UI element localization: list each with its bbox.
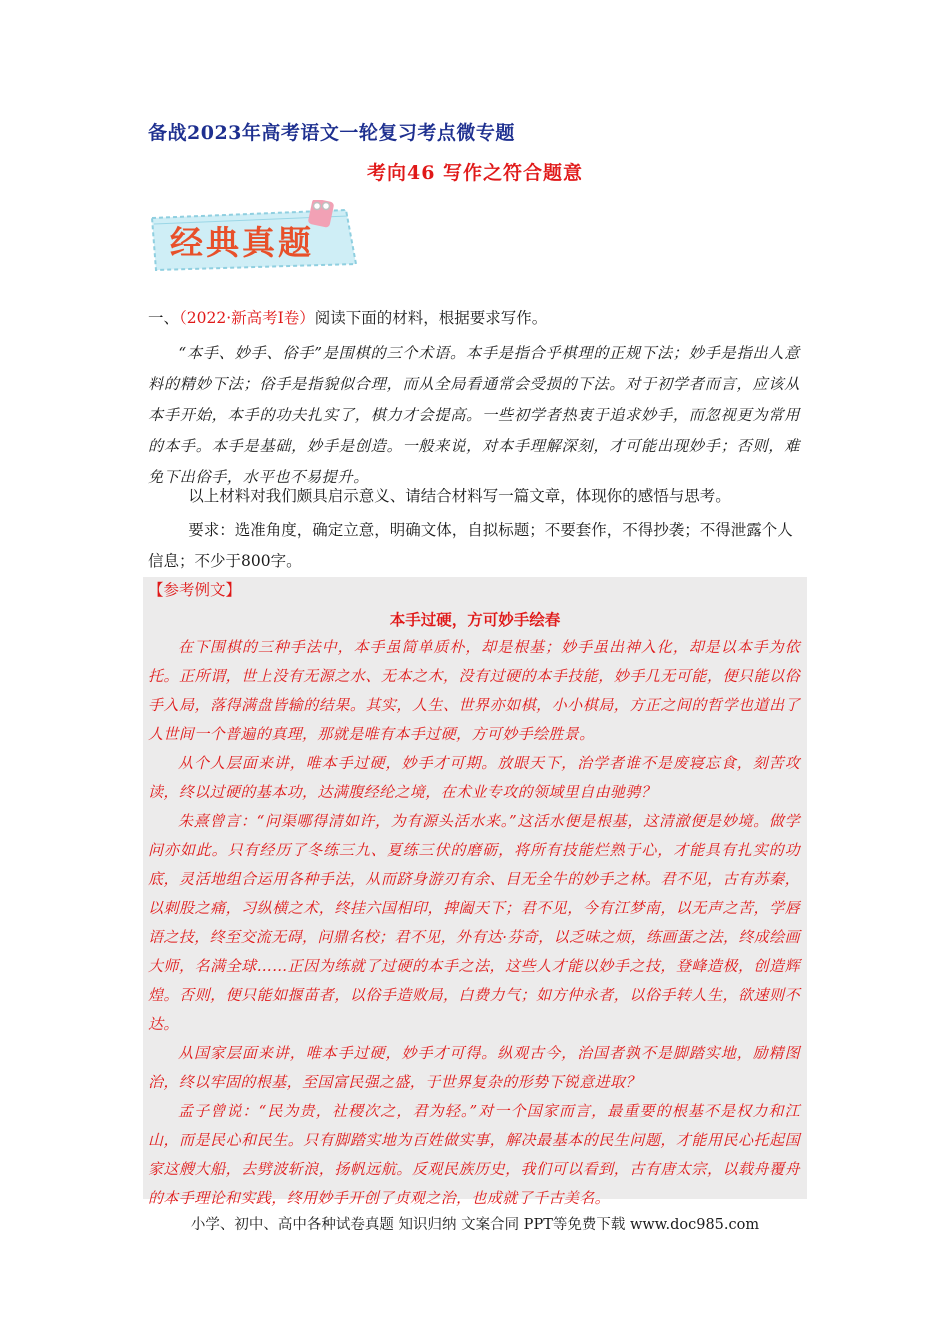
instruction-text: 以上材料对我们颇具启示意义、请结合材料写一篇文章，体现你的感悟与思考。 [188, 487, 731, 505]
question-prompt: 阅读下面的材料，根据要求写作。 [314, 309, 548, 327]
essay-title: 本手过硬，方可妙手绘春 [389, 610, 561, 629]
badge-label: 经典真题 [170, 223, 314, 262]
essay-paragraph: 从个人层面来讲，唯本手过硬，妙手才可期。放眼天下，治学者谁不是废寝忘食，刻苦攻读，终以过硬的基本功，达满腹经纶之境，在术业专攻的领域里自由驰骋？ [148, 754, 800, 801]
reference-label: 【参考例文】 [148, 581, 242, 599]
question-line [148, 303, 798, 333]
essay-paragraph: 从国家层面来讲，唯本手过硬，妙手才可得。纵观古今，治国者孰不是脚踏实地，励精图治，终以牢固的根基，至国富民强之盛，于世界复杂的形势下锐意进取？ [148, 1044, 800, 1091]
topic-title: 考向46 写作之符合题意 [366, 162, 584, 184]
question-number: 一、 [148, 309, 180, 327]
essay-paragraph: 孟子曾说：“民为贵，社稷次之，君为轻。”对一个国家而言，最重要的根基不是权力和江山，而是民心和民生。只有脚踏实地为百姓做实事，解决最基本的民生问题，才能用民心托起国家这艘大船，去劈波斩浪，扬帆远航。反观民族历史，我们可以看到，古有唐太宗，以载舟覆舟的本手理论和实践，终用妙手开创了贞观之治，也成就了千古美名。 [148, 1102, 800, 1207]
material-text: “本手、妙手、俗手”是围棋的三个术语。本手是指合乎棋理的正规下法；妙手是指出人意料的精妙下法；俗手是指貌似合理，而从全局看通常会受损的下法。对于初学者而言，应该从本手开始，本手的功夫扎实了，棋力才会提高。一些初学者热衷于追求妙手，而忽视更为常用的本手。本手是基础，妙手是创造。一般来说，对本手理解深刻，才可能出现妙手；否则，难免下出俗手，水平也不易提升。 [148, 344, 800, 486]
requirements-text: 要求：选准角度，确定立意，明确文体，自拟标题；不要套作，不得抄袭；不得泄露个人信息；不少于800字。 [148, 521, 793, 570]
essay-paragraph: 在下围棋的三种手法中，本手虽简单质朴，却是根基；妙手虽出神入化，却是以本手为依托。正所谓，世上没有无源之水、无本之木，没有过硬的本手技能，妙手几无可能，便只能以俗手入局，落得满盘皆输的结果。其实，人生、世界亦如棋，小小棋局，方正之间的哲学也道出了人世间一个普遍的真理，那就是唯有本手过硬，方可妙手绘胜景。 [148, 638, 800, 743]
series-title: 备战2023年高考语文一轮复习考点微专题 [148, 122, 515, 144]
question-source: （2022·新高考I卷） [179, 309, 315, 327]
badge-graphic [148, 200, 363, 274]
essay-body [148, 633, 800, 1213]
classic-questions-badge [148, 200, 363, 274]
footer-text: 小学、初中、高中各种试卷真题 知识归纳 文案合同 PPT等免费下载 www.doc985.com [190, 1217, 760, 1233]
essay-paragraph: 朱熹曾言：“问渠哪得清如许，为有源头活水来。”这活水便是根基，这清澈便是妙境。做学问亦如此。只有经历了冬练三九、夏练三伏的磨砺，将所有技能烂熟于心，才能具有扎实的功底，灵活地组合运用各种手法，从而跻身游刃有余、目无全牛的妙手之林。君不见，古有苏秦，以刺股之痛，习纵横之术，终挂六国相印，捭阖天下；君不见，今有江梦南，以无声之苦，学唇语之技，终至交流无碍，问鼎名校；君不见，外有达·芬奇，以乏味之烦，练画蛋之法，终成绘画大师，名满全球……正因为练就了过硬的本手之法，这些人才能以妙手之技，登峰造极，创造辉煌。否则，便只能如揠苗者，以俗手造败局，白费力气；如方仲永者，以俗手转人生，欲速则不达。 [148, 812, 800, 1033]
